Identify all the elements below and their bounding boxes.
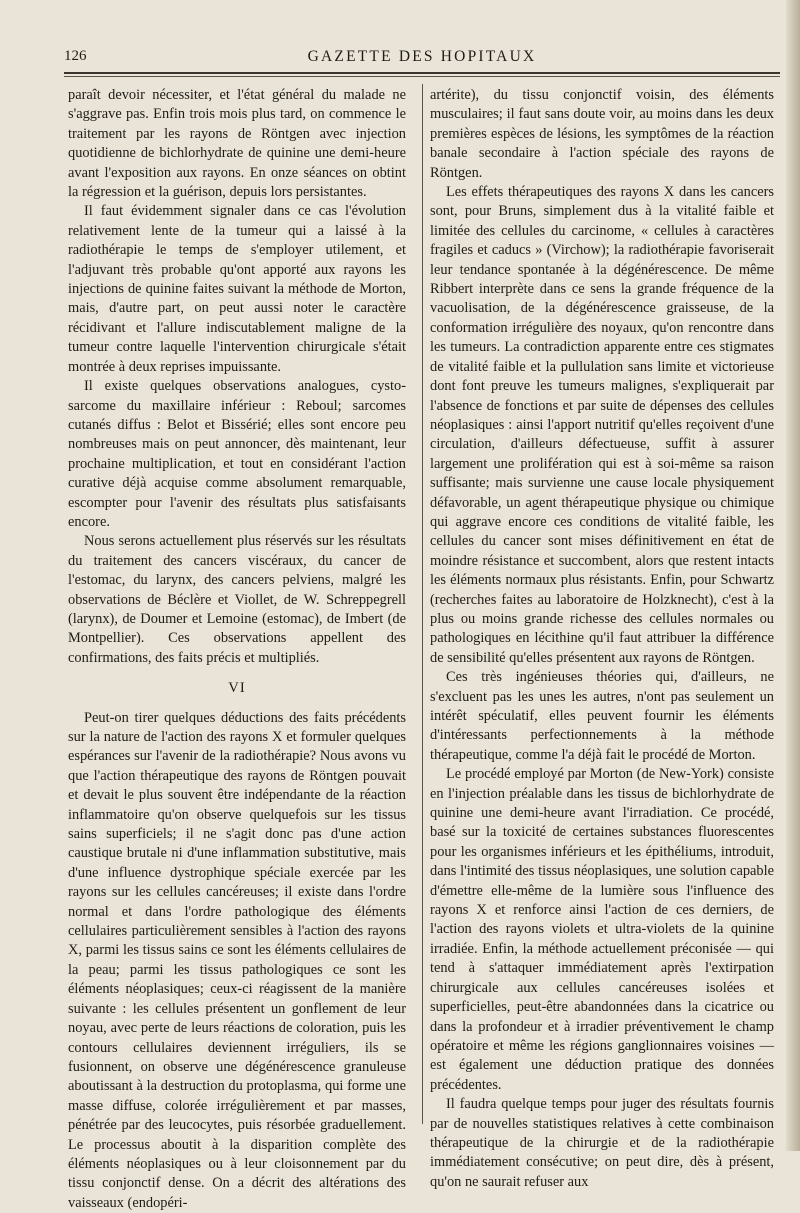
paragraph: Les effets thérapeutiques des rayons X dans les cancers sont, pour Bruns, simplement dus à la vitalité faible et limitée des cellules du carcinome, « cellules à caractères fragiles et caducs » (Virchow); la radiothérapie favoriserait leur tendance spontanée à la dégénérescence. De même Ribbert interprète dans ce sens la grande fréquence de la vacuolisation, de la dégénérescence graisseuse, de la conformation irrégulière des noyaux, qu'on rencontre dans les tumeurs. La contradiction apparente entre ces stigmates de vitalité faible et la pullulation sans limite et victorieuse dont font preuve les tumeurs malignes, s'expliquerait par l'absence de fonctions et par suite de dépenses des cellules néoplasiques : ainsi l'apport nutritif qu'elles reçoivent d'une circulation, d'ailleurs défectueuse, suffit à assurer largement une prolifération qui est à soi-même sa raison suffisante; mais survienne une cause locale physiquement défavorable, un agent thérapeutique physique ou chimique qui aggrave encore ces conditions de vitalité faible, les cellules du cancer sont mises définitivement en état de moindre résistance et succombent, alors que restent intacts les éléments normaux plus résistants. Enfin, pour Schwartz (recherches faites au laboratoire de Holzknecht), c'est à la plus ou moins grande richesse des cellules normales ou pathologiques en lécithine qu'il faut attribuer la différence de sensibilité qu'elles présentent aux rayons de Röntgen. [430,184,774,666]
header-rule-thin [64,76,780,77]
section-heading: VI [228,680,246,697]
left-column [68,86,406,1213]
page-header [64,48,780,70]
paragraph: Il existe quelques observations analogues, cysto-sarcome du maxillaire inférieur : Reboul; sarcomes cutanés diffus : Belot et Bissérié; elles sont encore peu nombreuses mais on peut annoncer, dès maintenant, leur prochaine multiplication, et tout en considérant l'action curative déjà acquise comme absolument remarquable, escompter pour l'avenir des résultats plus satisfaisants encore. [68,378,406,530]
header-rule-thick [64,72,780,74]
paragraph: artérite), du tissu conjonctif voisin, des éléments musculaires; il faut sans doute voir, au moins dans les deux premières espèces de lésions, les symptômes de la réaction banale secondaire à l'action spéciale des rayons de Röntgen. [430,87,774,181]
paragraph: Ces très ingénieuses théories qui, d'ailleurs, ne s'excluent pas les unes les autres, n'ont pas seulement un intérêt spéculatif, elles peuvent fournir les éléments d'intéressants perfectionnements à la méthode thérapeutique, comme l'a déjà fait le procédé de Morton. [430,669,774,763]
column-divider [422,84,423,1124]
paragraph: Nous serons actuellement plus réservés sur les résultats du traitement des cancers viscéraux, du cancer de l'estomac, du larynx, des cancers pelviens, malgré les observations de Béclère et Viollet, de W. Schreppegrell (larynx), de Doumer et Lemoine (estomac), de Imbert (de Montpellier). Ces observations appellent des confirmations, des faits précis et multipliés. [68,533,406,666]
paragraph: Il faudra quelque temps pour juger des résultats fournis par de nouvelles statistiques relatives à cette combinaison thérapeutique de la chirurgie et de la radiothérapie immédiatement consécutive; on peut dire, dès à présent, qu'on ne saurait refuser aux [430,1096,774,1190]
paragraph: Peut-on tirer quelques déductions des faits précédents sur la nature de l'action des rayons X et formuler quelques espérances sur l'avenir de la radiothérapie? Nous avons vu que l'action thérapeutique des rayons de Röntgen pouvait et devait le plus souvent être indépendante de la réaction inflammatoire qu'on observe quelquefois sur les tissus sains superficiels; il ne s'agit donc pas d'une action caustique brutale ni d'une inflammation substitutive, mais d'une influence dystrophique spéciale exercée par les rayons sur les cellules cancéreuses; il existe dans l'ordre normal et dans l'ordre pathologique des éléments cellulaires particulièrement sensibles à l'action des rayons X, parmi les tissus sains ce sont les éléments cellulaires de la peau; parmi les tissus pathologiques ce sont les éléments néoplasiques; ceux-ci réagissent de la manière suivante : les cellules présentent un gonflement de leur noyau, avec perte de leurs réactions de coloration, puis les contours cellulaires deviennent irréguliers, ils se fusionnent, on observe une dégénérescence granuleuse aboutissant à la destruction du protoplasma, qui forme une masse diffuse, colorée irrégulièrement et par masses, pénétrée par des leucocytes, puis résorbée graduellement. Le processus aboutit à la disparition complète des éléments néoplasiques ou à leur cloisonnement par du tissu conjonctif dense. On a décrit des altérations des vaisseaux (endopéri- [68,709,406,1211]
running-title: GAZETTE DES HOPITAUX [307,48,537,65]
right-column [430,86,774,1192]
paragraph: Le procédé employé par Morton (de New-York) consiste en l'injection préalable dans les tissus de bichlorhydrate de quinine une demi-heure avant l'irradiation. Ce procédé, basé sur la toxicité de certaines substances fluorescentes pour les organismes inférieurs et les épithéliums, introduit, dans l'intimité des tissus néoplasiques, une solution capable d'émettre elle-même de la lumière sous l'influence des rayons X et renforce ainsi l'action de ces derniers, de l'action des rayons violets et ultra-violets de la quinine irradiée. Enfin, la méthode actuellement préconisée — qui tend à s'attaquer immédiatement après l'extirpation chirurgicale aux cellules cancéreuses isolées et superficielles, peut-être abandonnées dans la cicatrice ou dans la profondeur et à irradier préventivement le champ opératoire et même les régions ganglionnaires voisines — est également une déduction pratique des données précédentes. [430,766,774,1093]
page-edge-shadow [786,0,800,1151]
paragraph: Il faut évidemment signaler dans ce cas l'évolution relativement lente de la tumeur qui a laissé à la radiothérapie le temps de s'employer utilement, et l'adjuvant très probable qu'ont apporté aux rayons les injections de quinine faites suivant la méthode de Morton, mais, d'autre part, on peut aussi noter le caractère récidivant et l'allure indiscutablement maligne de la tumeur contre laquelle l'intervention chirurgicale s'était montrée à deux reprises impuissante. [68,203,406,375]
paragraph: paraît devoir nécessiter, et l'état général du malade ne s'aggrave pas. Enfin trois mois plus tard, on commence le traitement par les rayons de Röntgen avec injection quotidienne de bichlorhydrate de quinine une demi-heure avant l'exposition aux rayons. En onze séances on obtint la régression et la guérison, depuis lors persistantes. [68,87,406,201]
page-number: 126 [64,48,87,64]
